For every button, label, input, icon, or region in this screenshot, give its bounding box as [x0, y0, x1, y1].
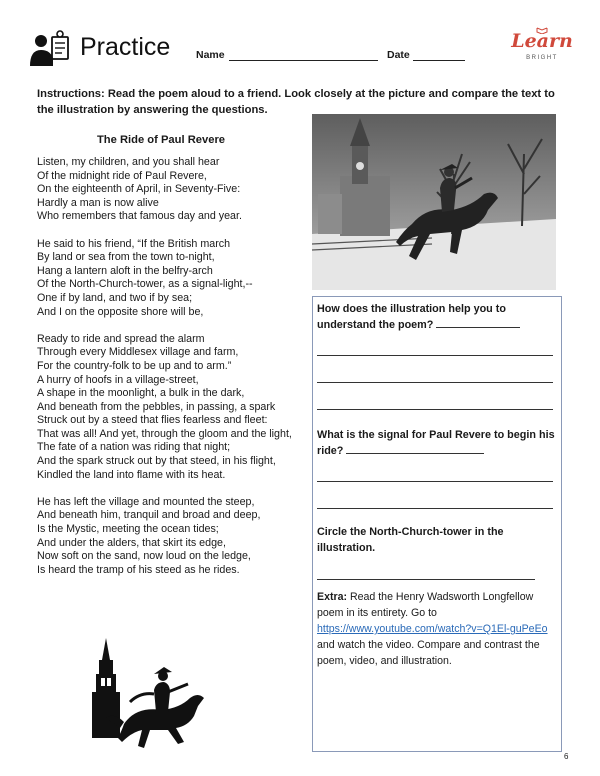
poem-stanza [37, 238, 312, 320]
answer-line-1-inline[interactable] [436, 327, 520, 328]
poem-line: For the country-folk to be up and to arm.” [37, 359, 232, 372]
date-label: Date [387, 49, 410, 61]
horse-rider-church-silhouette [84, 636, 234, 754]
answer-line[interactable] [317, 508, 553, 509]
page-title: Practice [80, 33, 171, 61]
poem-line: And the spark struck out by that steed, in his flight, [37, 455, 276, 468]
poem-line: By land or sea from the town to-night, [37, 251, 215, 264]
poem-stanza [37, 156, 312, 224]
answer-line-2-inline[interactable] [346, 453, 484, 454]
logo-word: Learn [511, 30, 573, 52]
name-label: Name [196, 49, 225, 61]
poem-line: A shape in the moonlight, a bulk in the dark, [37, 387, 245, 400]
poem-line: Ready to ride and spread the alarm [37, 332, 205, 345]
poem-line: The fate of a nation was riding that night; [37, 441, 231, 454]
poem-line: Who remembers that famous day and year. [37, 210, 242, 223]
poem-line: Of the North-Church-tower, as a signal-light,-- [37, 278, 253, 291]
poem-line: Kindled the land into flame with its heat. [37, 468, 226, 481]
answer-line[interactable] [317, 409, 553, 410]
poem-title: The Ride of Paul Revere [96, 134, 226, 146]
poem-line: Is the Mystic, meeting the ocean tides; [37, 523, 219, 536]
answer-line[interactable] [317, 579, 535, 580]
poem-line: Through every Middlesex village and farm, [37, 346, 239, 359]
poem-line: He has left the village and mounted the steep, [37, 495, 255, 508]
poem-line: Is heard the tramp of his steed as he rides. [37, 563, 240, 576]
question-1 [317, 301, 557, 333]
poem-line: Struck out by a steed that flies fearless and fleet: [37, 414, 268, 427]
poem-line: Hang a lantern aloft in the belfry-arch [37, 264, 213, 277]
name-field[interactable] [229, 60, 378, 61]
poem-line: On the eighteenth of April, in Seventy-Five: [37, 183, 241, 196]
poem-stanza [37, 333, 312, 483]
question-2 [317, 427, 557, 459]
poem-line: One if by land, and two if by sea; [37, 291, 193, 304]
poem-line: And beneath from the pebbles, in passing, a spark [37, 400, 276, 413]
extra-text-2: and watch the video. Compare and contrast the poem, video, and illustration. [317, 639, 540, 667]
poem-line: Of the midnight ride of Paul Revere, [37, 169, 207, 182]
student-worksheet-icon [30, 28, 72, 68]
poem-line: He said to his friend, “If the British march [37, 237, 231, 250]
instructions: Instructions: Read the poem aloud to a friend. Look closely at the picture and compare the text to the illustration by answering the questions. [37, 88, 555, 116]
page-number: 6 [564, 752, 569, 761]
answer-line[interactable] [317, 355, 553, 356]
poem-line: And under the alders, that skirt its edge, [37, 536, 226, 549]
poem-line: A hurry of hoofs in a village-street, [37, 373, 199, 386]
poem-line: And beneath him, tranquil and broad and deep, [37, 509, 261, 522]
questions-box [312, 296, 562, 752]
youtube-link[interactable]: https://www.youtube.com/watch?v=Q1El-guPeEo [317, 623, 548, 635]
poem-line: That was all! And yet, through the gloom and the light, [37, 427, 292, 440]
question-3: Circle the North-Church-tower in the illustration. [317, 526, 504, 554]
answer-line[interactable] [317, 481, 553, 482]
question-1-text: How does the illustration help you to understand the poem? [317, 303, 506, 331]
question-2-text: What is the signal for Paul Revere to begin his ride? [317, 429, 555, 457]
poem-line: And I on the opposite shore will be, [37, 305, 204, 318]
learn-bright-logo [506, 26, 578, 70]
logo-subtext: BRIGHT [526, 55, 558, 61]
extra-text: Read the Henry Wadsworth Longfellow poem in its entirety. Go to [317, 591, 534, 619]
extra-label: Extra: [317, 591, 348, 603]
extra-activity [317, 589, 557, 669]
date-field[interactable] [413, 60, 465, 61]
paul-revere-illustration [312, 114, 556, 290]
poem-line: Hardly a man is now alive [37, 196, 159, 209]
poem-text [37, 156, 312, 591]
poem-stanza [37, 496, 312, 578]
poem-line: Now soft on the sand, now loud on the ledge, [37, 550, 251, 563]
answer-line[interactable] [317, 382, 553, 383]
poem-line: Listen, my children, and you shall hear [37, 156, 220, 168]
